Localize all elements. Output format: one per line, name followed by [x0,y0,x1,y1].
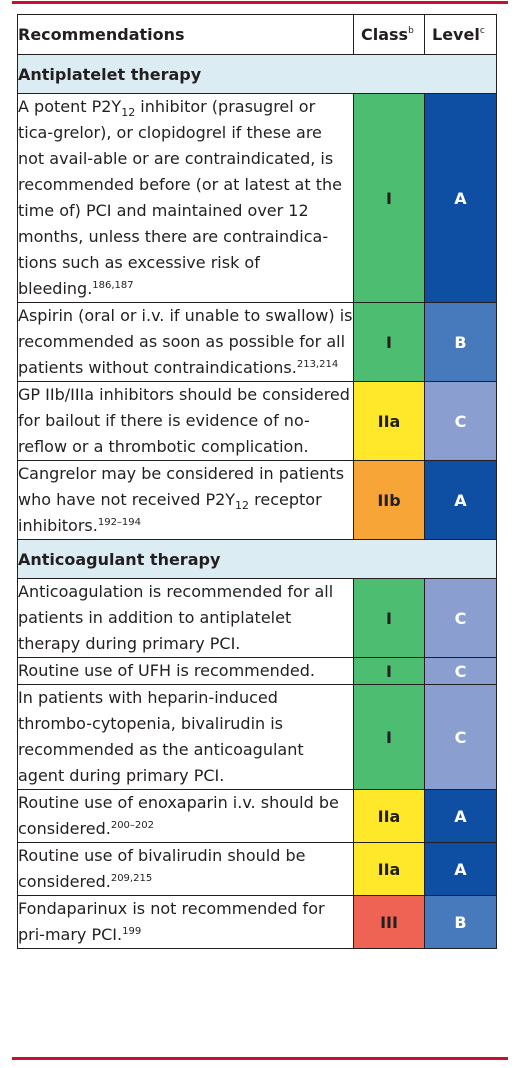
table-row [18,790,497,843]
recommendation-text: Routine use of bivalirudin should be considered.$^{209,215}$ [18,843,354,896]
class-cell: I [354,94,425,303]
class-cell: I [354,658,425,685]
table-row [18,94,497,303]
recommendation-text: Routine use of UFH is recommended. [18,658,354,685]
section-title: Antiplatelet therapy [18,55,497,94]
section-title: Anticoagulant therapy [18,540,497,579]
table-row [18,896,497,949]
recommendation-text: Routine use of enoxaparin i.v. should be considered.$^{200-202}$ [18,790,354,843]
class-cell: IIa [354,382,425,461]
level-footnote-marker: c [479,26,485,36]
recommendation-text: Aspirin (oral or i.v. if unable to swallow) is recommended as soon as possible for all patients without contraindications.$^{213,214}$ [18,303,354,382]
recommendation-text: Fondaparinux is not recommended for pri-mary PCI.$^{199}$ [18,896,354,949]
recommendation-text: Cangrelor may be considered in patients who have not received $P2Y_{12}$ receptor inhibitors.$^{192-194}$ [18,461,354,540]
top-rule [12,1,508,4]
level-cell: A [425,843,497,896]
class-cell: IIb [354,461,425,540]
table-row [18,685,497,790]
reference-marker: 213,214 [296,359,339,370]
reference-marker: 199 [122,926,142,937]
level-header: Level$^c$ [425,15,497,55]
table-row [18,579,497,658]
class-cell: IIa [354,843,425,896]
class-cell: I [354,579,425,658]
table-row [18,843,497,896]
class-header: Class$^b$ [354,15,425,55]
table-row [18,382,497,461]
class-footnote-marker: b [408,26,414,36]
level-cell: A [425,790,497,843]
recommendation-text: GP IIb/IIIa inhibitors should be considered for bailout if there is evidence of no-reflow or a thrombotic complication. [18,382,354,461]
table-row [18,461,497,540]
recommendations-header: Recommendations [18,15,354,55]
level-cell: B [425,896,497,949]
level-cell: C [425,685,497,790]
table-header-row [18,15,497,55]
class-cell: IIa [354,790,425,843]
class-cell: I [354,303,425,382]
reference-marker: 192–194 [97,517,142,528]
reference-marker: 200–202 [110,820,155,831]
level-cell: C [425,579,497,658]
section-header-anticoagulant [18,540,497,579]
level-cell: A [425,461,497,540]
table-row [18,303,497,382]
section-header-antiplatelet [18,55,497,94]
class-cell: I [354,685,425,790]
level-cell: B [425,303,497,382]
class-cell: III [354,896,425,949]
recommendation-text: Anticoagulation is recommended for all patients in addition to antiplatelet therapy during primary PCI. [18,579,354,658]
recommendation-text: A potent $P2Y_{12}$ inhibitor (prasugrel or tica-grelor), or clopidogrel if these are not avail-able or are contraindicated, is recommended before (or at latest at the time of) PCI and maintained over 12 months, unless there are contraindica-tions such as excessive risk of bleeding.$^{186,187}$ [18,94,354,303]
level-cell: C [425,658,497,685]
reference-marker: 186,187 [92,280,134,291]
level-cell: C [425,382,497,461]
recommendations-table [17,14,497,949]
recommendation-text: In patients with heparin-induced thrombo-cytopenia, bivalirudin is recommended as the anticoagulant agent during primary PCI. [18,685,354,790]
level-cell: A [425,94,497,303]
table-row [18,658,497,685]
reference-marker: 209,215 [110,873,153,884]
bottom-rule [12,1057,508,1060]
